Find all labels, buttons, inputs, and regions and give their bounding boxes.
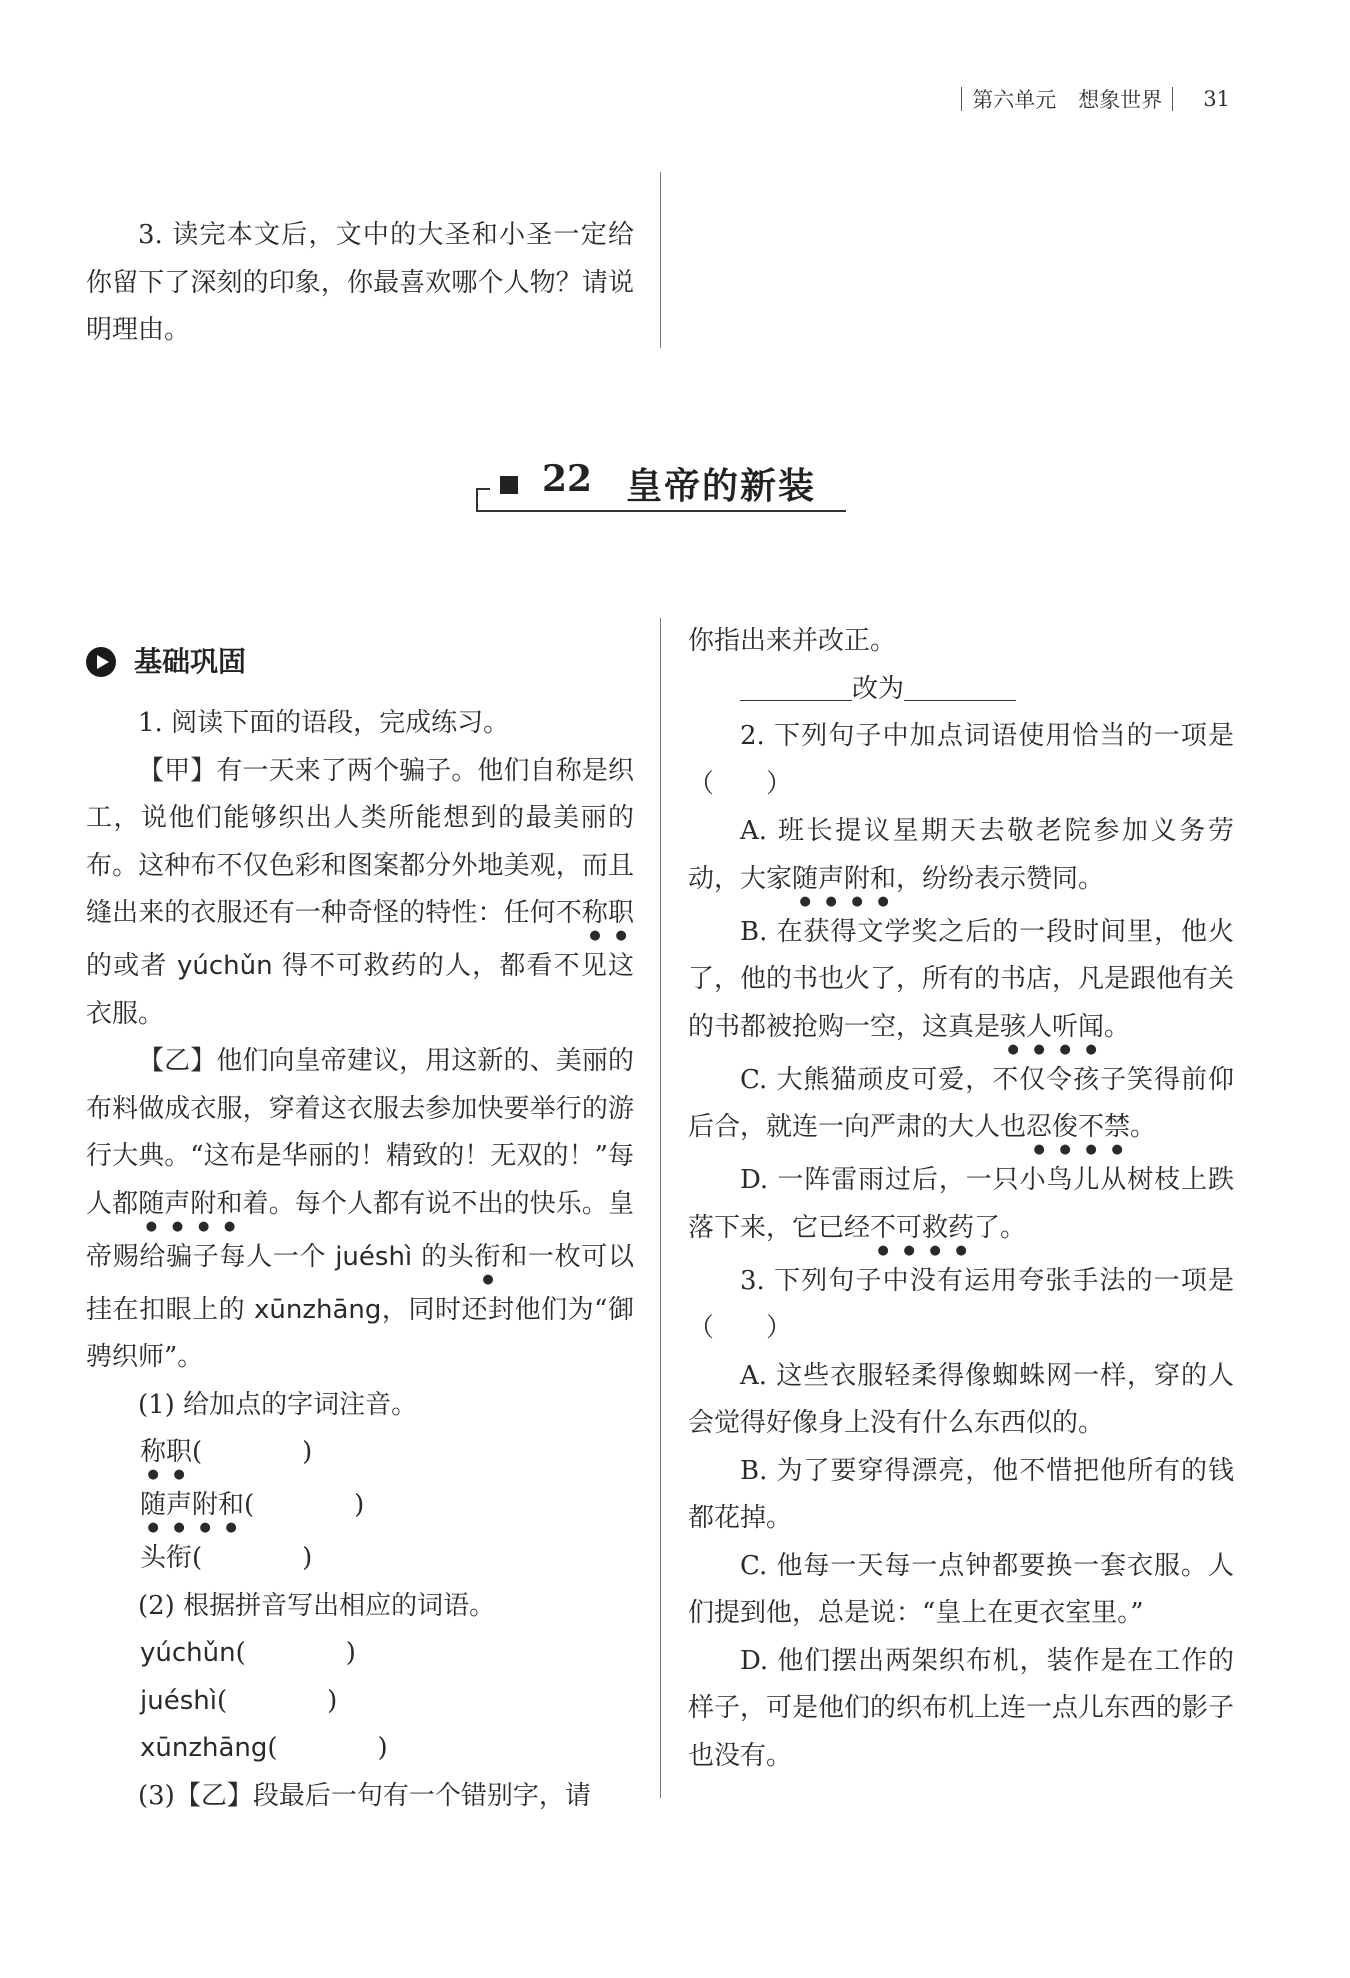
title-frame — [476, 488, 490, 490]
title-frame — [476, 488, 478, 512]
question-2-stem: 2. 下列句子中加点词语使用恰当的一项是（ ） — [688, 721, 1234, 799]
header-unit: 第六单元 — [972, 88, 1057, 112]
header-theme: 想象世界 — [1078, 88, 1163, 112]
dotted-word: 称职 — [581, 898, 634, 928]
option-d: D. 一阵雷雨过后，一只小鸟儿从树枝上跌落下来，它已经不可救药了。 — [688, 1165, 1234, 1243]
answer-line: 随声附和( ) — [140, 1490, 365, 1520]
pinyin: yúchǔn — [176, 951, 273, 981]
pinyin: xūnzhāng — [254, 1294, 382, 1325]
title-frame — [476, 510, 846, 512]
dotted-word: 衔 — [474, 1241, 502, 1272]
correction-line: 改为 — [688, 666, 1234, 714]
blank-line — [740, 672, 852, 700]
passage-jia: 【甲】有一天来了两个骗子。他们自称是织工，说他们能够织出人类所能想到的最美丽的布。这种布不仅色彩和图案都分外地美观，而且缝出来的衣服还有一种奇怪的特性：任何不称职的或者 yúchǔn 得不可救药的人，都看不见这衣服。 — [86, 755, 635, 1029]
page-number: 31 — [1203, 87, 1230, 111]
blank-line — [904, 672, 1016, 700]
question-text: 3. 读完本文后，文中的大圣和小圣一定给你留下了深刻的印象，你最喜欢哪个人物？请说明理由。 — [86, 220, 634, 345]
option-a: A. 这些衣服轻柔得像蜘蛛网一样，穿的人会觉得好像身上没有什么东西似的。 — [688, 1360, 1234, 1438]
header-divider — [961, 87, 962, 111]
sub-question-1: (1) 给加点的字词注音。 — [138, 1389, 418, 1420]
section-title: 基础巩固 — [134, 645, 247, 679]
question-1-intro: 1. 阅读下面的语段，完成练习。 — [138, 708, 510, 738]
sub-question-2: (2) 根据拼音写出相应的词语。 — [138, 1590, 496, 1621]
sub-question-3: (3)【乙】段最后一句有一个错别字，请 — [138, 1780, 591, 1811]
option-b: B. 为了要穿得漂亮，他不惜把他所有的钱都花掉。 — [688, 1455, 1234, 1533]
passage-yi: 【乙】他们向皇帝建议，用这新的、美丽的布料做成衣服，穿着这衣服去参加快要举行的游行大典。“这布是华丽的！精致的！无双的！”每人都随声附和着。每个人都有说不出的快乐。皇帝赐给骗子每人一个 juéshì 的头衔和一枚可以挂在扣眼上的 xūnzhāng，同时还封他们为“御骋织师”。 — [86, 1046, 635, 1372]
play-icon — [86, 647, 116, 677]
sub-question-3-continued: 你指出来并改正。 — [688, 626, 897, 656]
section-heading — [86, 638, 634, 686]
column-divider — [660, 618, 661, 1798]
column-divider — [660, 172, 661, 348]
option-c: C. 他每一天每一点钟都要换一套衣服。人们提到他，总是说：“皇上在更衣室里。” — [688, 1550, 1234, 1628]
answer-line: yúchǔn( ) — [140, 1638, 356, 1668]
previous-lesson-question — [86, 212, 634, 355]
pinyin: juéshì — [335, 1241, 413, 1272]
header-divider — [1172, 87, 1173, 111]
lesson-title-text: 皇帝的新装 — [626, 465, 817, 507]
right-column — [688, 618, 1234, 1780]
answer-line: 头衔( ) — [140, 1543, 313, 1573]
question-3-stem: 3. 下列句子中没有运用夸张手法的一项是（ ） — [688, 1265, 1234, 1343]
lesson-number: 22 — [542, 458, 593, 500]
option-b: B. 在获得文学奖之后的一段时间里，他火了，他的书也火了，所有的书店，凡是跟他有关的书都被抢购一空，这真是骇人听闻。 — [688, 916, 1235, 1042]
answer-line: 称职( ) — [140, 1437, 313, 1467]
dotted-word: 随声附和 — [138, 1188, 243, 1219]
answer-line: xūnzhāng( ) — [140, 1733, 388, 1763]
page-header — [951, 84, 1230, 114]
option-c: C. 大熊猫顽皮可爱，不仅令孩子笑得前仰后合，就连一向严肃的大人也忍俊不禁。 — [688, 1064, 1234, 1142]
left-column — [86, 638, 634, 1820]
option-a: A. 班长提议星期天去敬老院参加义务劳动，大家随声附和，纷纷表示赞同。 — [688, 816, 1234, 894]
square-icon — [500, 476, 518, 494]
option-d: D. 他们摆出两架织布机，装作是在工作的样子，可是他们的织布机上连一点儿东西的影子也没有。 — [688, 1645, 1235, 1771]
answer-line: juéshì( ) — [140, 1685, 338, 1716]
lesson-title — [476, 458, 846, 512]
